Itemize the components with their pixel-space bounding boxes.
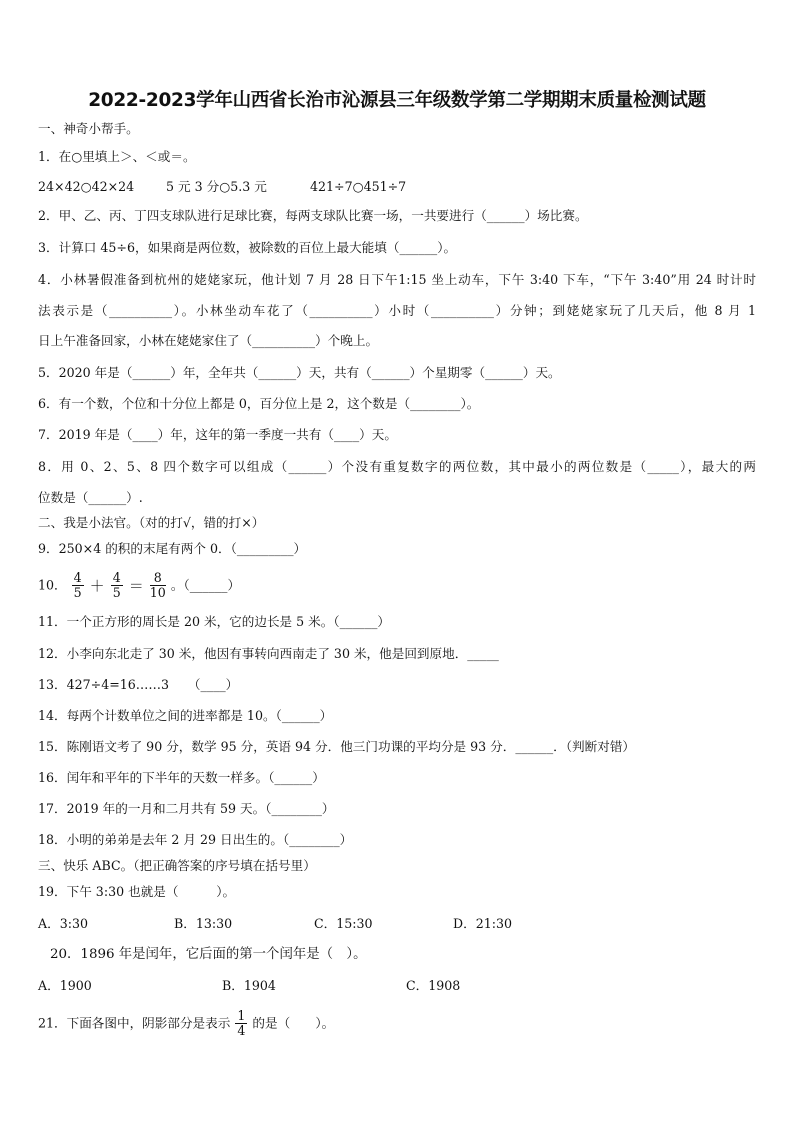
question-2: 2．甲、乙、丙、丁四支球队进行足球比赛，每两支球队比赛一场，一共要进行（______）场比赛。 [38,208,588,223]
question-3: 3．计算口 45÷6，如果商是两位数，被除数的百位上最大能填（______）。 [38,240,457,255]
question-8-line-1: 8．用 0、2、5、8 四个数字可以组成（______）个没有重复数字的两位数，其中最小的两位数是（_____），最大的两 [38,459,756,474]
question-20-option-a: A．1900 [38,978,92,993]
fraction-four-fifths-b [111,571,123,600]
question-12: 12．小李向东北走了 30 米，他因有事转向西南走了 30 米，他是回到原地．_____ [38,646,499,661]
question-21-tail: 的是（ ）。 [252,1015,335,1031]
question-10 [38,568,240,602]
equals-sign: ＝ [128,576,144,595]
question-6: 6．有一个数，个位和十分位上都是 0，百分位上是 2，这个数是（________）。 [38,396,480,411]
question-20: 20．1896 年是闰年，它后面的第一个闰年是（ ）。 [50,947,367,962]
fraction-denominator: 4 [237,1023,246,1038]
question-19: 19．下午 3:30 也就是（ ）。 [38,884,236,899]
question-19-option-b: B．13:30 [174,916,233,931]
question-15: 15．陈刚语文考了 90 分，数学 95 分，英语 94 分．他三门功课的平均分是 93 分．______．（判断对错） [38,739,636,754]
question-1-item-2: 5 元 3 分○5.3 元 [166,179,267,194]
question-7: 7．2019 年是（____）年，这年的第一季度一共有（____）天。 [38,427,397,442]
fraction-one-quarter [235,1009,247,1038]
question-1-item-1: 24×42○42×24 [38,179,135,194]
question-20-option-b: B．1904 [222,978,276,993]
question-18: 18．小明的弟弟是去年 2 月 29 日出生的。（________） [38,832,353,847]
question-4-line-2: 法表示是（__________）。小林坐动车花了（__________）小时（__________）分钟；到姥姥家玩了几天后，他 8 月 1 [38,303,756,318]
question-4-line-3: 日上午准备回家，小林在姥姥家住了（__________）个晚上。 [38,333,379,348]
question-1: 1．在○里填上＞、＜或＝。 [38,149,196,164]
question-10-number: 10． [38,577,67,593]
fraction-numerator: 4 [73,570,82,585]
question-17: 17．2019 年的一月和二月共有 59 天。（________） [38,801,335,816]
question-19-option-d: D．21:30 [453,916,512,931]
fraction-four-fifths-a [72,571,84,600]
fraction-denominator: 5 [73,585,82,600]
question-13: 13．427÷4=16……3 （____） [38,677,239,692]
question-16: 16．闰年和平年的下半年的天数一样多。（______） [38,770,325,785]
question-19-option-a: A．3:30 [38,916,88,931]
question-10-tail: 。（______） [170,577,241,593]
question-20-option-c: C．1908 [406,978,461,993]
fraction-numerator: 1 [237,1008,246,1023]
question-21 [38,1006,334,1040]
question-9: 9．250×4 的积的末尾有两个 0．（_________） [38,541,307,556]
fraction-numerator: 8 [150,571,166,586]
section-2-heading: 二、我是小法官。（对的打√，错的打×） [38,515,265,530]
question-5: 5．2020 年是（______）年，全年共（______）天，共有（______）个星期零（______）天。 [38,365,561,380]
fraction-denominator: 10 [149,585,166,600]
section-1-heading: 一、神奇小帮手。 [38,121,139,136]
question-4-line-1: 4．小林暑假准备到杭州的姥姥家玩，他计划 7 月 28 日下午1:15 坐上动车，下午 3:40 下车，“下午 3:40”用 24 时计时 [38,272,756,287]
question-1-item-3: 421÷7○451÷7 [310,179,407,194]
question-19-option-c: C．15:30 [314,916,373,931]
page-title: 2022-2023学年山西省长治市沁源县三年级数学第二学期期末质量检测试题 [88,90,706,111]
question-14: 14．每两个计数单位之间的进率都是 10。（______） [38,708,333,723]
plus-sign: ＋ [89,576,105,595]
section-3-heading: 三、快乐 ABC。（把正确答案的序号填在括号里） [38,858,316,873]
fraction-numerator: 4 [112,570,121,585]
fraction-denominator: 5 [112,585,121,600]
fraction-eight-tenths [150,571,166,600]
question-11: 11．一个正方形的周长是 20 米，它的边长是 5 米。（______） [38,614,391,629]
question-21-text: 21．下面各图中，阴影部分是表示 [38,1015,231,1031]
question-8-line-2: 位数是（______）. [38,490,143,505]
